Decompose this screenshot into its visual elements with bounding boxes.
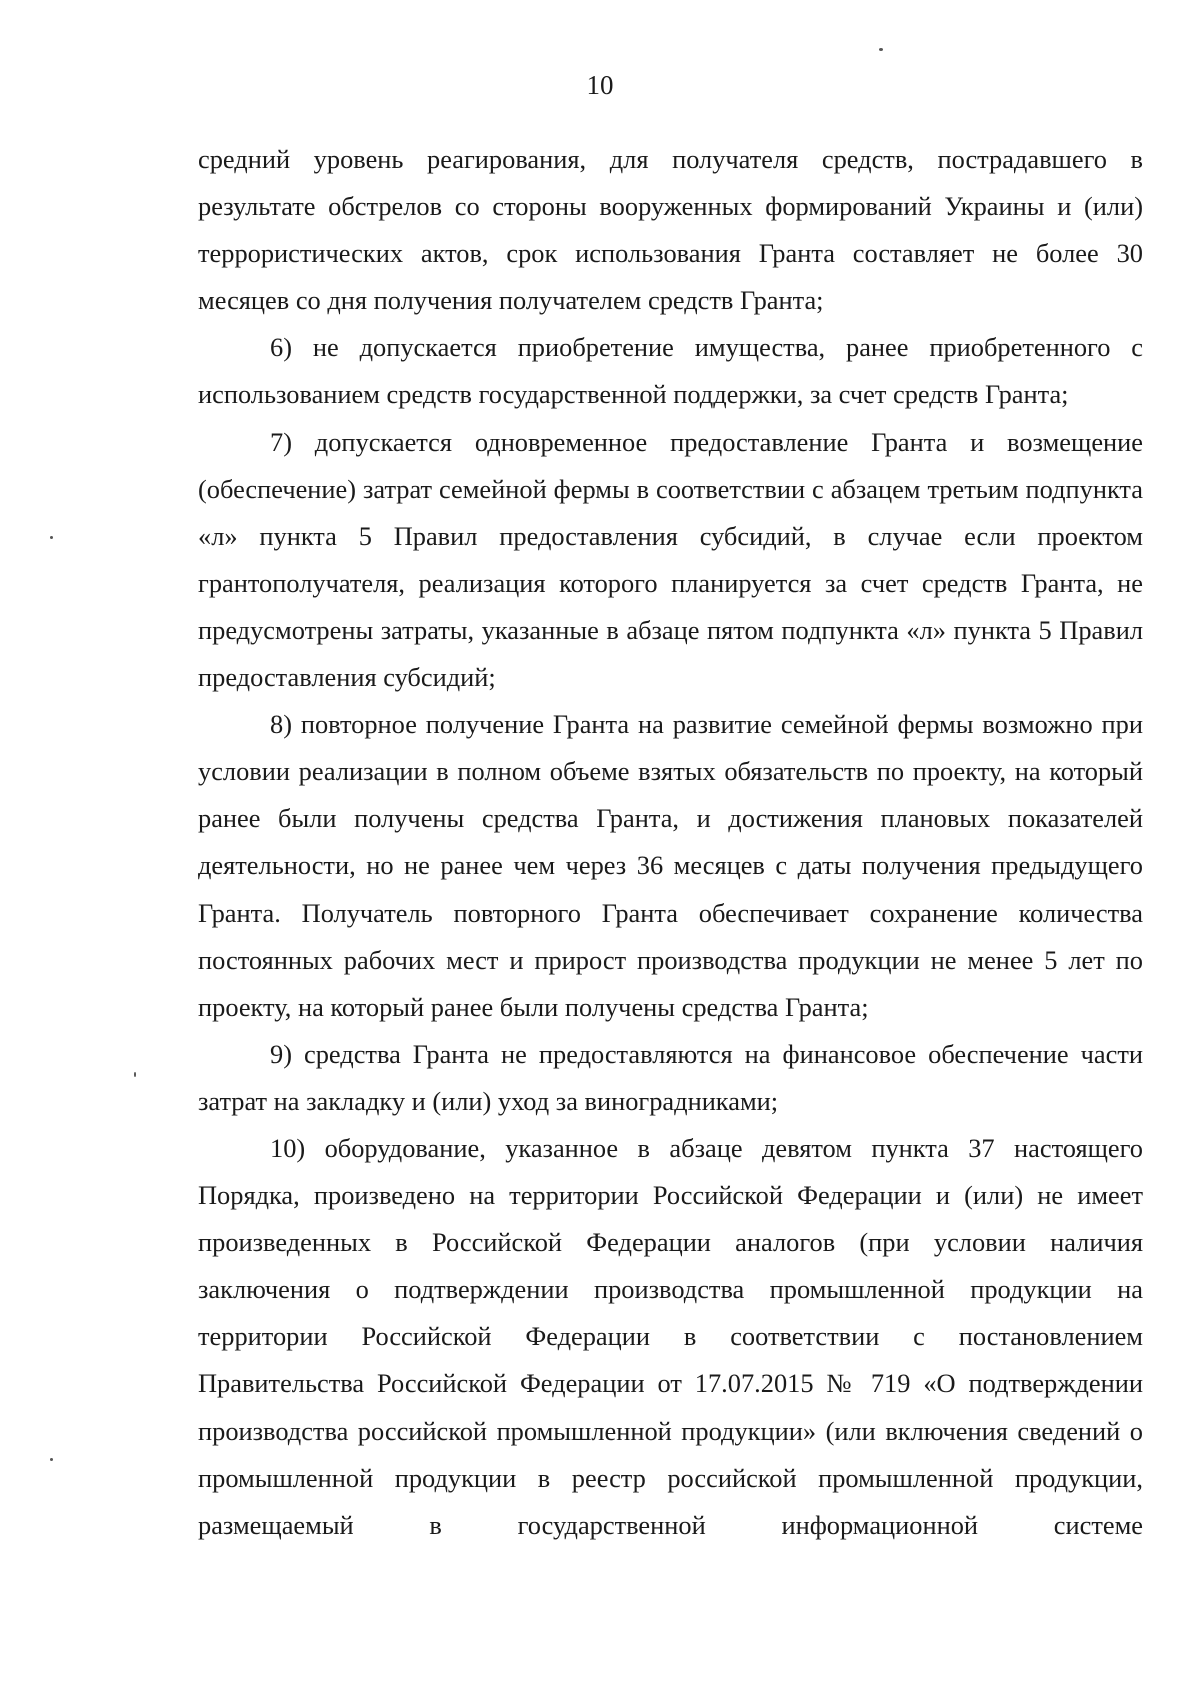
scan-speck xyxy=(134,1072,136,1077)
paragraph-item-7: 7) допускается одновременное предоставление Гранта и возмещение (обеспечение) затрат семейной фермы в соответствии с абзацем третьим подпункта «л» пункта 5 Правил предоставления субсидий, в случае если проектом грантополучателя, реализация которого планируется за счет средств Гранта, не предусмотрены затраты, указанные в абзаце пятом подпункта «л» пункта 5 Правил предоставления субсидий; xyxy=(198,426,1143,693)
document-body xyxy=(198,136,1143,1549)
page-number: 10 xyxy=(586,70,614,100)
paragraph-item-10: 10) оборудование, указанное в абзаце девятом пункта 37 настоящего Порядка, произведено на территории Российской Федерации и (или) не имеет произведенных в Российской Федерации аналогов (при условии наличия заключения о подтверждении производства промышленной продукции на территории Российской Федерации в соответствии с постановлением Правительства Российской Федерации от 17.07.2015 № 719 «О подтверждении производства российской промышленной продукции» (или включения сведений о промышленной продукции в реестр российской промышленной продукции, размещаемый в государственной информационной системе xyxy=(198,1132,1143,1540)
scan-speck xyxy=(879,48,883,51)
paragraph-item-6: 6) не допускается приобретение имущества, ранее приобретенного с использованием средств государственной поддержки, за счет средств Гранта; xyxy=(198,332,1143,410)
paragraph-item-8: 8) повторное получение Гранта на развитие семейной фермы возможно при условии реализации в полном объеме взятых обязательств по проекту, на который ранее были получены средства Гранта, и достижения плановых показателей деятельности, но не ранее чем через 36 месяцев с даты получения предыдущего Гранта. Получатель повторного Гранта обеспечивает сохранение количества постоянных рабочих мест и прирост производства продукции не менее 5 лет по проекту, на который ранее были получены средства Гранта; xyxy=(198,709,1143,1022)
scan-speck xyxy=(50,1458,53,1461)
paragraph-item-9: 9) средства Гранта не предоставляются на финансовое обеспечение части затрат на закладку и (или) уход за виноградниками; xyxy=(198,1038,1143,1116)
paragraph-continuation: средний уровень реагирования, для получателя средств, пострадавшего в результате обстрелов со стороны вооруженных формирований Украины и (или) террористических актов, срок использования Гранта составляет не более 30 месяцев со дня получения получателем средств Гранта; xyxy=(198,144,1143,316)
scan-speck xyxy=(50,536,53,539)
